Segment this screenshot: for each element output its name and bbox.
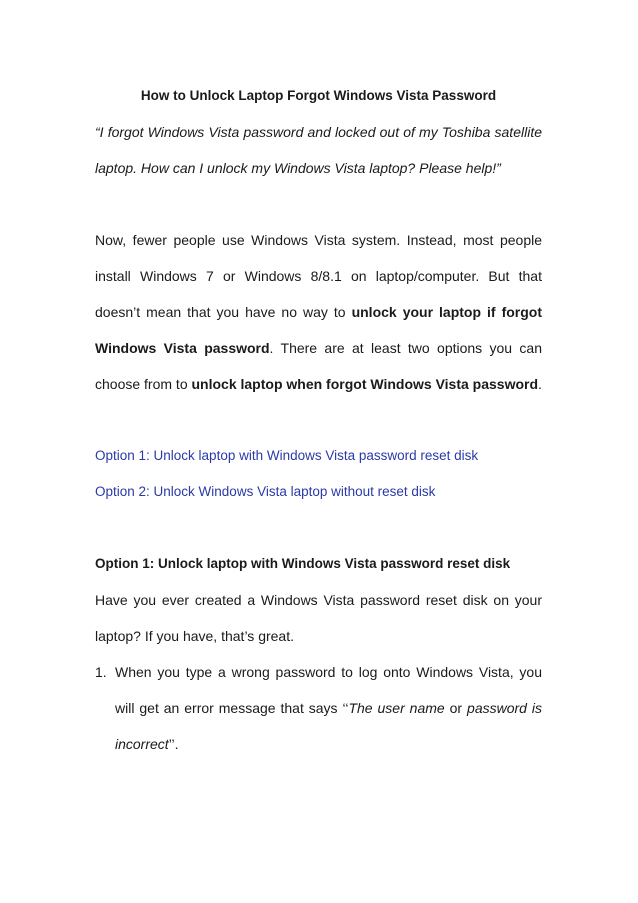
step-text-3: ’’. — [168, 736, 179, 752]
option-2-link[interactable]: Option 2: Unlock Windows Vista laptop without reset disk — [95, 484, 436, 499]
step-text-2: or — [444, 700, 468, 716]
intro-text-2: . There are at least two options you can choose from to — [95, 340, 542, 392]
intro-bold-1: unlock your laptop if forgot Windows Vista password — [95, 304, 542, 356]
intro-text-1: Now, fewer people use Windows Vista system. Instead, most people install Windows 7 or Windows 8/8.1 on laptop/computer. But that doesn’t mean that you have no way to — [95, 232, 542, 320]
user-quote: “I forgot Windows Vista password and locked out of my Toshiba satellite laptop. How can I unlock my Windows Vista laptop? Please help!” — [95, 124, 542, 176]
step-item — [95, 654, 542, 762]
step-number: 1. — [95, 664, 107, 680]
intro-text-3: . — [538, 376, 542, 392]
spacer — [95, 402, 542, 438]
spacer — [95, 510, 542, 546]
spacer — [95, 186, 542, 222]
section-1-body: Have you ever created a Windows Vista password reset disk on your laptop? If you have, that’s great. — [95, 592, 542, 644]
intro-paragraph — [95, 222, 542, 402]
document-title: How to Unlock Laptop Forgot Windows Vista Password — [140, 88, 497, 103]
step-text-1: When you type a wrong password to log onto Windows Vista, you will get an error message that says ‘‘ — [115, 664, 542, 716]
section-1-heading: Option 1: Unlock laptop with Windows Vista password reset disk — [95, 556, 511, 571]
document-page — [95, 78, 542, 762]
step-italic-2: password is incorrect — [115, 700, 542, 752]
step-italic-1: The user name — [348, 700, 445, 716]
option-1-link[interactable]: Option 1: Unlock laptop with Windows Vista password reset disk — [95, 448, 479, 463]
intro-bold-2: unlock laptop when forgot Windows Vista password — [191, 376, 539, 392]
